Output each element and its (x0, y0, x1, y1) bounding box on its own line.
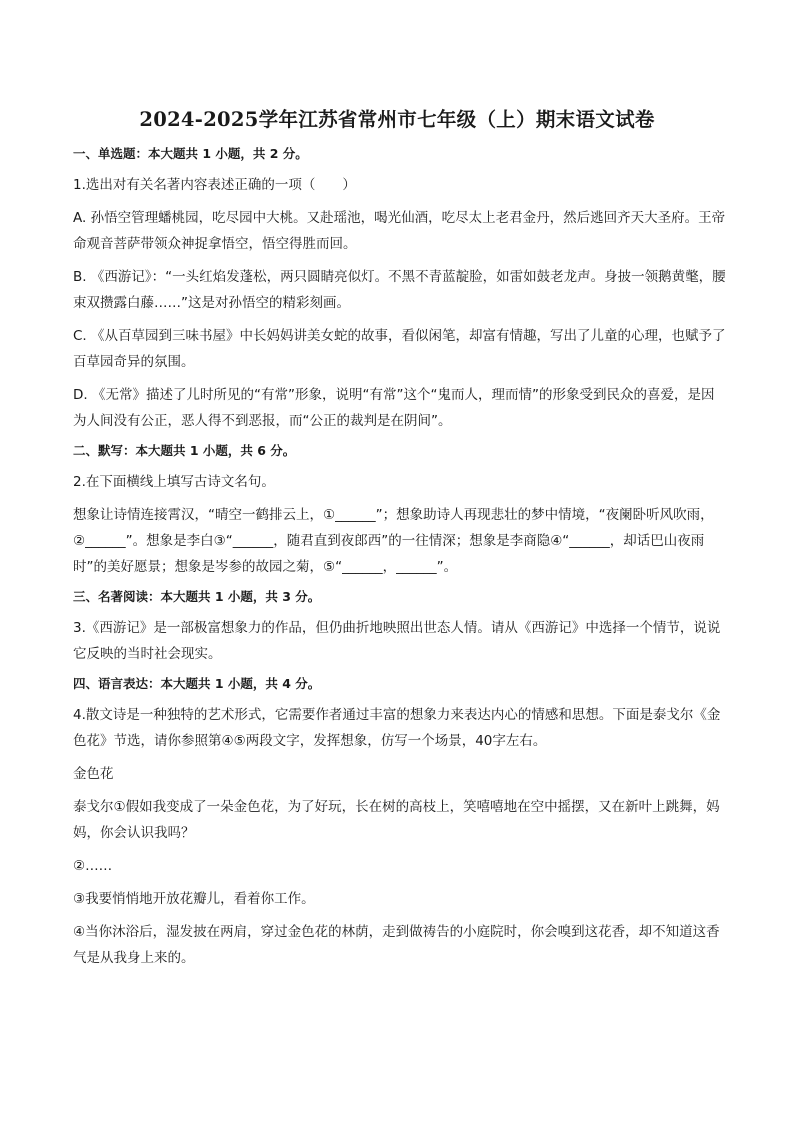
poem-title: 金色花 (73, 766, 114, 782)
q4-stem: 4.散文诗是一种独特的艺术形式，它需要作者通过丰富的想象力来表达内心的情感和思想。下面是泰戈尔《金色花》节选，请你参照第④⑤两段文字，发挥想象，仿写一个场景，40字左右。 (73, 707, 721, 749)
q2-blank-2: ______ (85, 533, 126, 549)
q2-text-3: ”。想象是李白③“ (125, 533, 233, 549)
q1-option-c: C. 《从百草园到三味书屋》中长妈妈讲美女蛇的故事，看似闲笔，却富有情趣，写出了儿童的心理，也赋予了百草园奇异的氛围。 (73, 328, 726, 370)
poem-paragraph-3: ③我要悄悄地开放花瓣儿，看着你工作。 (73, 891, 315, 907)
q1-option-b: B. 《西游记》：“一头红焰发蓬松，两只圆睛亮似灯。不黑不青蓝靛脸，如雷如鼓老龙声。身披一领鹅黄氅，腰束双攒露白藤……”这是对孙悟空的精彩刻画。 (73, 269, 726, 311)
q2-blank-3: ______ (232, 533, 274, 549)
q2-text-4: ，随君直到夜郎西”的一往情深；想象是李商隐④“ (273, 533, 570, 549)
q2-text-2: ”；想象助诗人再现悲壮的梦中情境，“夜阑卧听风吹雨，② (73, 507, 714, 549)
q1-option-a: A. 孙悟空管理蟠桃园，吃尽园中大桃。又赴瑶池，喝光仙酒，吃尽太上老君金丹，然后逃回齐天大圣府。王帝命观音菩萨带领众神捉拿悟空，悟空得胜而回。 (73, 210, 726, 252)
q2-text-7: ”。 (436, 559, 458, 575)
q2-blank-4: ______ (569, 533, 610, 549)
q1-option-d: D. 《无常》描述了儿时所见的“有常”形象，说明“有常”这个“鬼而人，理而情”的形象受到民众的喜爱，是因为人间没有公正，恶人得不到恶报，而“公正的裁判是在阴间”。 (73, 387, 715, 429)
poem-paragraph-4: ④当你沐浴后，湿发披在两肩，穿过金色花的林荫，走到做祷告的小庭院时，你会嗅到这花香，却不知道这香气是从我身上来的。 (73, 924, 720, 966)
exam-content (73, 143, 727, 971)
section-heading-3: 三、名著阅读：本大题共 1 小题，共 3 分。 (73, 589, 321, 604)
q2-text-1: 想象让诗情连接霄汉，“晴空一鹤排云上，① (73, 507, 336, 523)
q2-fill-text (73, 502, 727, 580)
q2-blank-6: ______ (396, 559, 437, 575)
poem-paragraph-1: 泰戈尔①假如我变成了一朵金色花，为了好玩，长在树的高枝上，笑嘻嘻地在空中摇摆，又在新叶上跳舞，妈妈，你会认识我吗？ (73, 799, 720, 841)
q3-stem: 3.《西游记》是一部极富想象力的作品，但仍曲折地映照出世态人情。请从《西游记》中选择一个情节，说说它反映的当时社会现实。 (73, 620, 721, 662)
q1-stem: 1.选出对有关名著内容表述正确的一项（ ） (73, 177, 356, 193)
q2-blank-1: ______ (335, 507, 376, 523)
section-heading-1: 一、单选题：本大题共 1 小题，共 2 分。 (73, 146, 308, 161)
poem-paragraph-2: ②…… (73, 858, 113, 874)
q2-text-6: ， (382, 559, 397, 575)
section-heading-4: 四、语言表达：本大题共 1 小题，共 4 分。 (73, 676, 321, 691)
q2-text-5: ，却话巴山夜雨时”的美好愿景；想象是岑参的故园之菊，⑤“ (73, 533, 705, 575)
section-heading-2: 二、默写：本大题共 1 小题，共 6 分。 (73, 443, 296, 458)
exam-title: 2024-2025学年江苏省常州市七年级（上）期末语文试卷 (139, 108, 655, 131)
q2-stem: 2.在下面横线上填写古诗文名句。 (73, 474, 275, 490)
q2-blank-5: ______ (342, 559, 383, 575)
